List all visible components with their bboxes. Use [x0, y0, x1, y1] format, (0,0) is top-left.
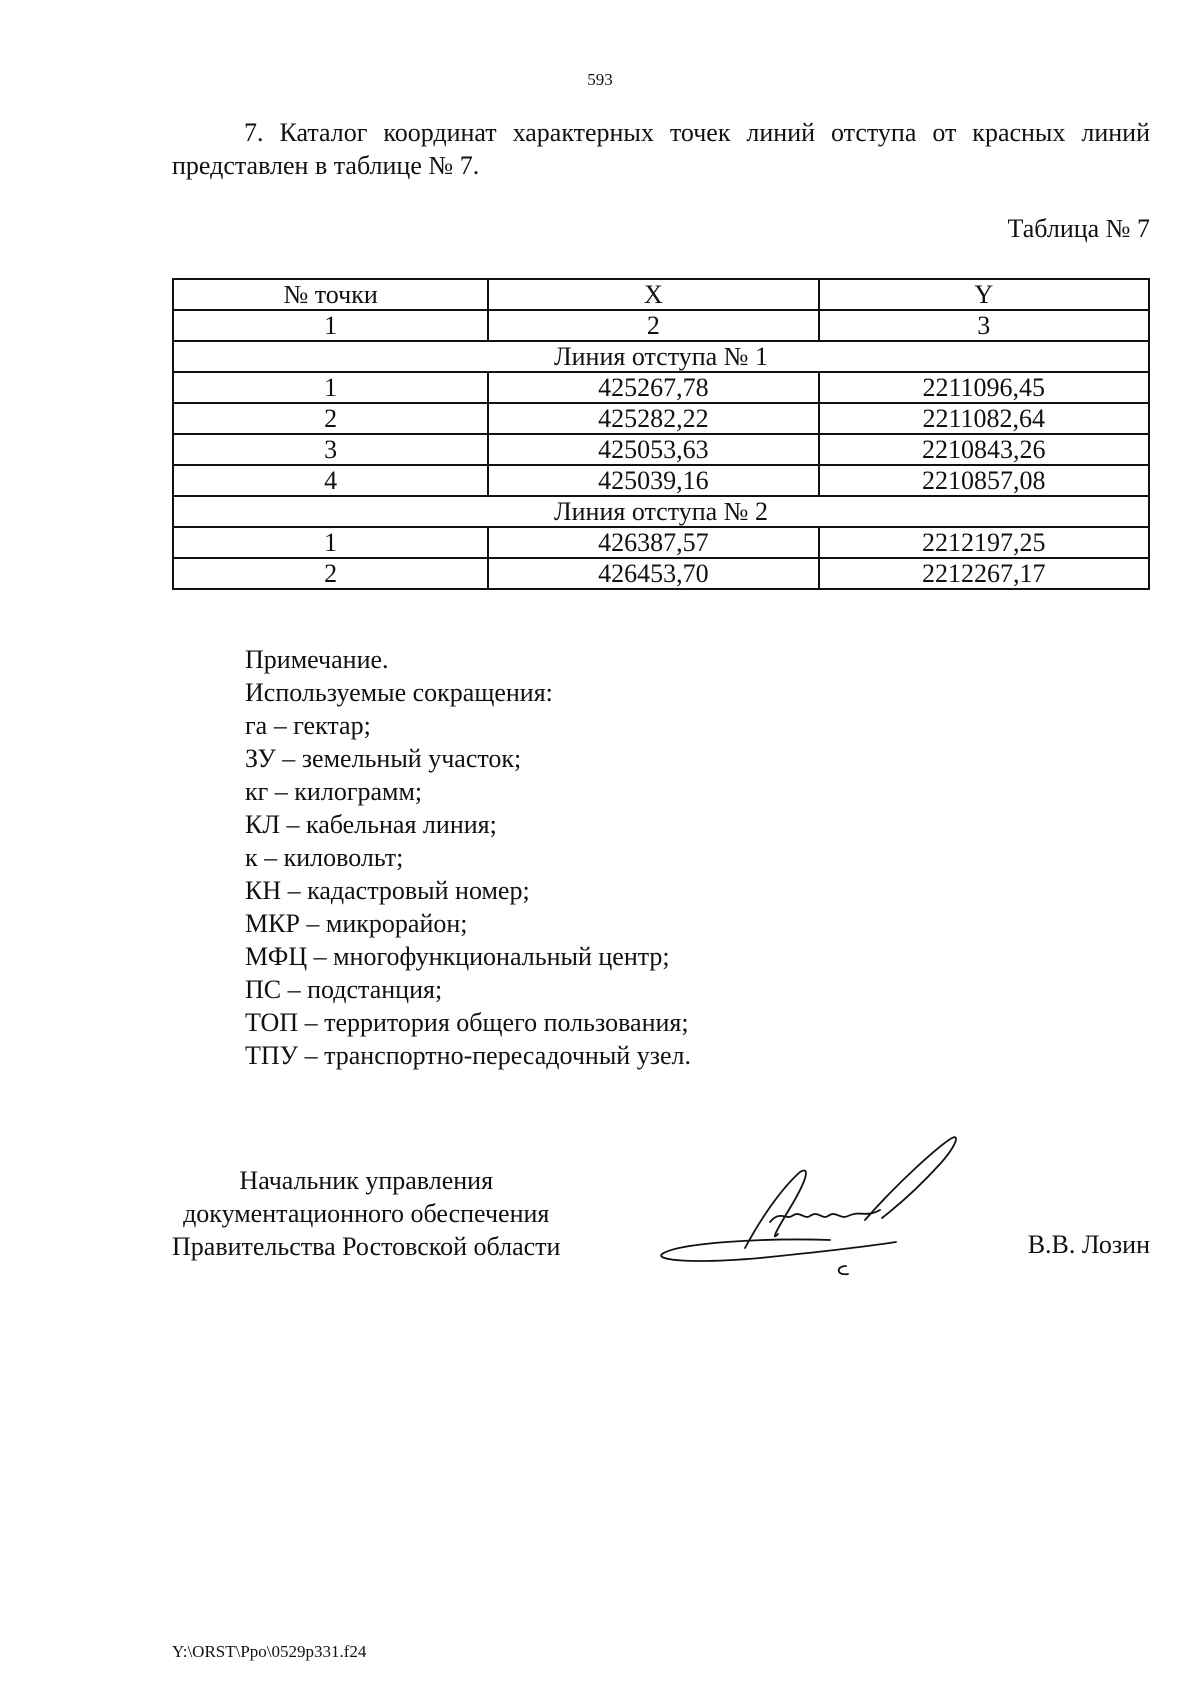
coordinates-table — [172, 278, 1150, 590]
header-x: X — [488, 279, 818, 310]
y-cell: 2212197,25 — [819, 527, 1149, 558]
abbreviation-item: га – гектар; — [245, 711, 371, 740]
file-path: Y:\ORST\Ppo\0529p331.f24 — [172, 1642, 367, 1661]
signer-name: В.В. Лозин — [1027, 1230, 1150, 1259]
section-row-line-2 — [173, 496, 1149, 527]
point-number-cell: 3 — [173, 434, 488, 465]
handwritten-signature — [650, 1130, 990, 1280]
abbreviation-item: МКР – микрорайон; — [245, 909, 468, 938]
x-cell: 425267,78 — [488, 372, 818, 403]
page-number: 593 — [587, 70, 613, 89]
abbreviation-item: КЛ – кабельная линия; — [245, 810, 497, 839]
table-caption: Таблица № 7 — [1007, 214, 1150, 243]
point-number-cell: 2 — [173, 558, 488, 589]
table-column-numbers-row — [173, 310, 1149, 341]
table-row — [173, 465, 1149, 496]
abbreviation-item: МФЦ – многофункциональный центр; — [245, 942, 670, 971]
abbreviation-item: ПС – подстанция; — [245, 975, 443, 1004]
column-number: 1 — [173, 310, 488, 341]
abbreviation-item: кг – килограмм; — [245, 777, 423, 806]
table-header-row — [173, 279, 1149, 310]
note-title: Примечание. — [245, 645, 389, 674]
signer-position — [172, 1164, 560, 1263]
intro-paragraph: 7. Каталог координат характерных точек линий отступа от красных линий представлен в таблице № 7. — [172, 118, 1150, 180]
signer-position-line: документационного обеспечения — [183, 1199, 550, 1228]
y-cell: 2212267,17 — [819, 558, 1149, 589]
y-cell: 2211082,64 — [819, 403, 1149, 434]
column-number: 2 — [488, 310, 818, 341]
point-number-cell: 2 — [173, 403, 488, 434]
y-cell: 2210843,26 — [819, 434, 1149, 465]
table-row — [173, 372, 1149, 403]
abbreviation-item: к – киловольт; — [245, 843, 404, 872]
section-row-line-1 — [173, 341, 1149, 372]
abbreviation-item: КН – кадастровый номер; — [245, 876, 530, 905]
y-cell: 2210857,08 — [819, 465, 1149, 496]
note-subtitle: Используемые сокращения: — [245, 678, 553, 707]
x-cell: 426387,57 — [488, 527, 818, 558]
x-cell: 425053,63 — [488, 434, 818, 465]
x-cell: 425282,22 — [488, 403, 818, 434]
column-number: 3 — [819, 310, 1149, 341]
x-cell: 426453,70 — [488, 558, 818, 589]
abbreviations-note — [245, 643, 691, 1072]
signer-position-line: Правительства Ростовской области — [172, 1232, 561, 1261]
section-title: Линия отступа № 2 — [173, 496, 1149, 527]
point-number-cell: 1 — [173, 527, 488, 558]
table-row — [173, 403, 1149, 434]
signer-position-line: Начальник управления — [239, 1166, 494, 1195]
point-number-cell: 1 — [173, 372, 488, 403]
table-row — [173, 434, 1149, 465]
abbreviation-item: ТПУ – транспортно-пересадочный узел. — [245, 1041, 691, 1070]
x-cell: 425039,16 — [488, 465, 818, 496]
point-number-cell: 4 — [173, 465, 488, 496]
table-row — [173, 558, 1149, 589]
abbreviation-item: ТОП – территория общего пользования; — [245, 1008, 689, 1037]
y-cell: 2211096,45 — [819, 372, 1149, 403]
table-row — [173, 527, 1149, 558]
header-y: Y — [819, 279, 1149, 310]
header-point-number: № точки — [173, 279, 488, 310]
abbreviation-item: ЗУ – земельный участок; — [245, 744, 522, 773]
section-title: Линия отступа № 1 — [173, 341, 1149, 372]
